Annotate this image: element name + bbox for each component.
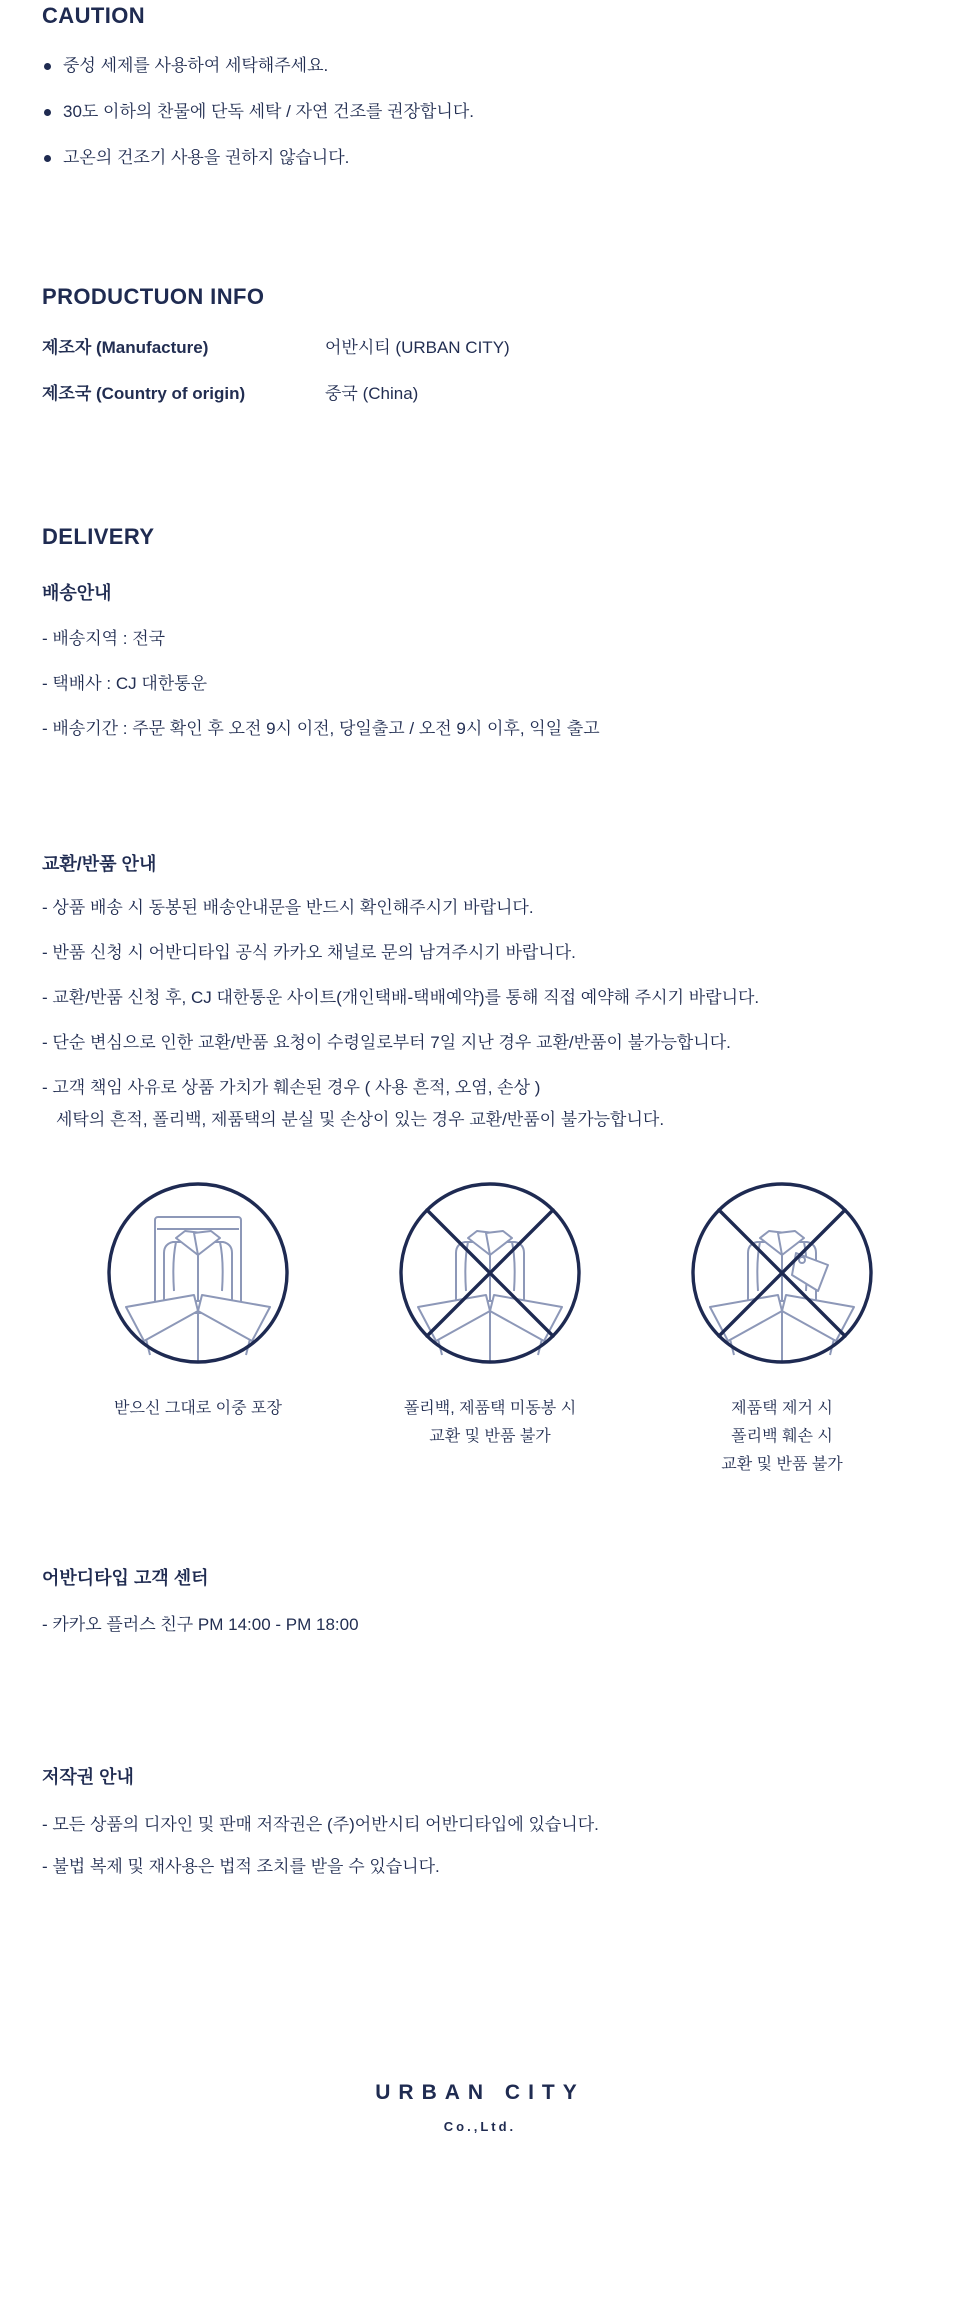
country-of-origin-value: 중국 (China) (325, 384, 419, 403)
exchange-return-list (42, 897, 920, 1131)
packaging-badges-row (52, 1181, 928, 1479)
packaging-badge (636, 1181, 928, 1479)
bullet-dot-icon (44, 109, 51, 116)
badge-caption (636, 1395, 928, 1479)
badge-caption-line: 제품택 제거 시 (731, 1400, 833, 1417)
copyright-list (42, 1814, 920, 1878)
list-item: - 택배사 : CJ 대한통운 (42, 674, 208, 693)
manufacturer-value: 어반시티 (URBAN CITY) (325, 338, 510, 357)
list-item: - 교환/반품 신청 후, CJ 대한통운 사이트(개인택배-택배예약)를 통해 직접 예약해 주시기 바랍니다. (42, 988, 760, 1007)
list-item: - 반품 신청 시 어반디타입 공식 카카오 채널로 문의 남겨주시기 바랍니다. (42, 943, 576, 962)
badge-caption-line: 교환 및 반품 불가 (429, 1428, 551, 1445)
list-item: - 불법 복제 및 재사용은 법적 조치를 받을 수 있습니다. (42, 1857, 440, 1876)
badge-caption (344, 1395, 636, 1451)
list-item (42, 55, 920, 77)
table-row (42, 383, 920, 405)
packaging-badge (52, 1181, 344, 1479)
copyright-title: 저작권 안내 (42, 1767, 134, 1787)
country-of-origin-label: 제조국 (Country of origin) (42, 384, 246, 403)
shipping-guide-title: 배송안내 (42, 583, 112, 603)
list-item: - 상품 배송 시 동봉된 배송안내문을 반드시 확인해주시기 바랍니다. (42, 898, 534, 917)
list-item: - 배송지역 : 전국 (42, 629, 166, 648)
list-item: - 고객 책임 사유로 상품 가치가 훼손된 경우 ( 사용 흔적, 오염, 손상 ) (42, 1078, 541, 1097)
badge-caption-line: 폴리백 훼손 시 (731, 1428, 833, 1445)
customer-center-title: 어반디타입 고객 센터 (42, 1568, 209, 1588)
badge-caption-line: 교환 및 반품 불가 (721, 1456, 843, 1473)
packaging-badge (344, 1181, 636, 1479)
shipping-guide-list (42, 628, 920, 740)
production-info-title: PRODUCTUON INFO (42, 284, 265, 309)
badge-caption-line: 받으신 그대로 이중 포장 (114, 1400, 282, 1417)
list-item (42, 101, 920, 123)
badge-caption (52, 1395, 344, 1423)
brand-subname: Co.,Ltd. (443, 2119, 517, 2134)
list-item: - 단순 변심으로 인한 교환/반품 요청이 수령일로부터 7일 지난 경우 교환/반품이 불가능합니다. (42, 1033, 731, 1052)
production-info-table (42, 337, 920, 405)
list-item: - 배송기간 : 주문 확인 후 오전 9시 이전, 당일출고 / 오전 9시 이후, 익일 출고 (42, 719, 600, 738)
caution-item: 고온의 건조기 사용을 권하지 않습니다. (63, 148, 350, 167)
brand-logo (0, 2081, 960, 2134)
bullet-dot-icon (44, 155, 51, 162)
list-item-continuation: 세탁의 흔적, 폴리백, 제품택의 분실 및 손상이 있는 경우 교환/반품이 불가능합니다. (56, 1110, 665, 1129)
caution-item: 중성 세제를 사용하여 세탁해주세요. (63, 56, 329, 75)
no-tag-removal-icon (690, 1181, 874, 1365)
delivery-title: DELIVERY (42, 524, 155, 549)
caution-title: CAUTION (42, 3, 146, 28)
list-item (42, 147, 920, 169)
exchange-return-title: 교환/반품 안내 (42, 854, 157, 874)
list-item: - 모든 상품의 디자인 및 판매 저작권은 (주)어반시티 어반디타입에 있습니다. (42, 1815, 599, 1834)
badge-caption-line: 폴리백, 제품택 미동봉 시 (403, 1400, 577, 1417)
customer-center-hours: - 카카오 플러스 친구 PM 14:00 - PM 18:00 (42, 1615, 359, 1634)
double-packaging-icon (106, 1181, 290, 1365)
caution-list (42, 55, 920, 169)
caution-item: 30도 이하의 찬물에 단독 세탁 / 자연 건조를 권장합니다. (63, 102, 475, 121)
brand-name: URBAN CITY (375, 2081, 585, 2104)
no-missing-polybag-icon (398, 1181, 582, 1365)
table-row (42, 337, 920, 359)
bullet-dot-icon (44, 63, 51, 70)
manufacturer-label: 제조자 (Manufacture) (42, 338, 209, 357)
